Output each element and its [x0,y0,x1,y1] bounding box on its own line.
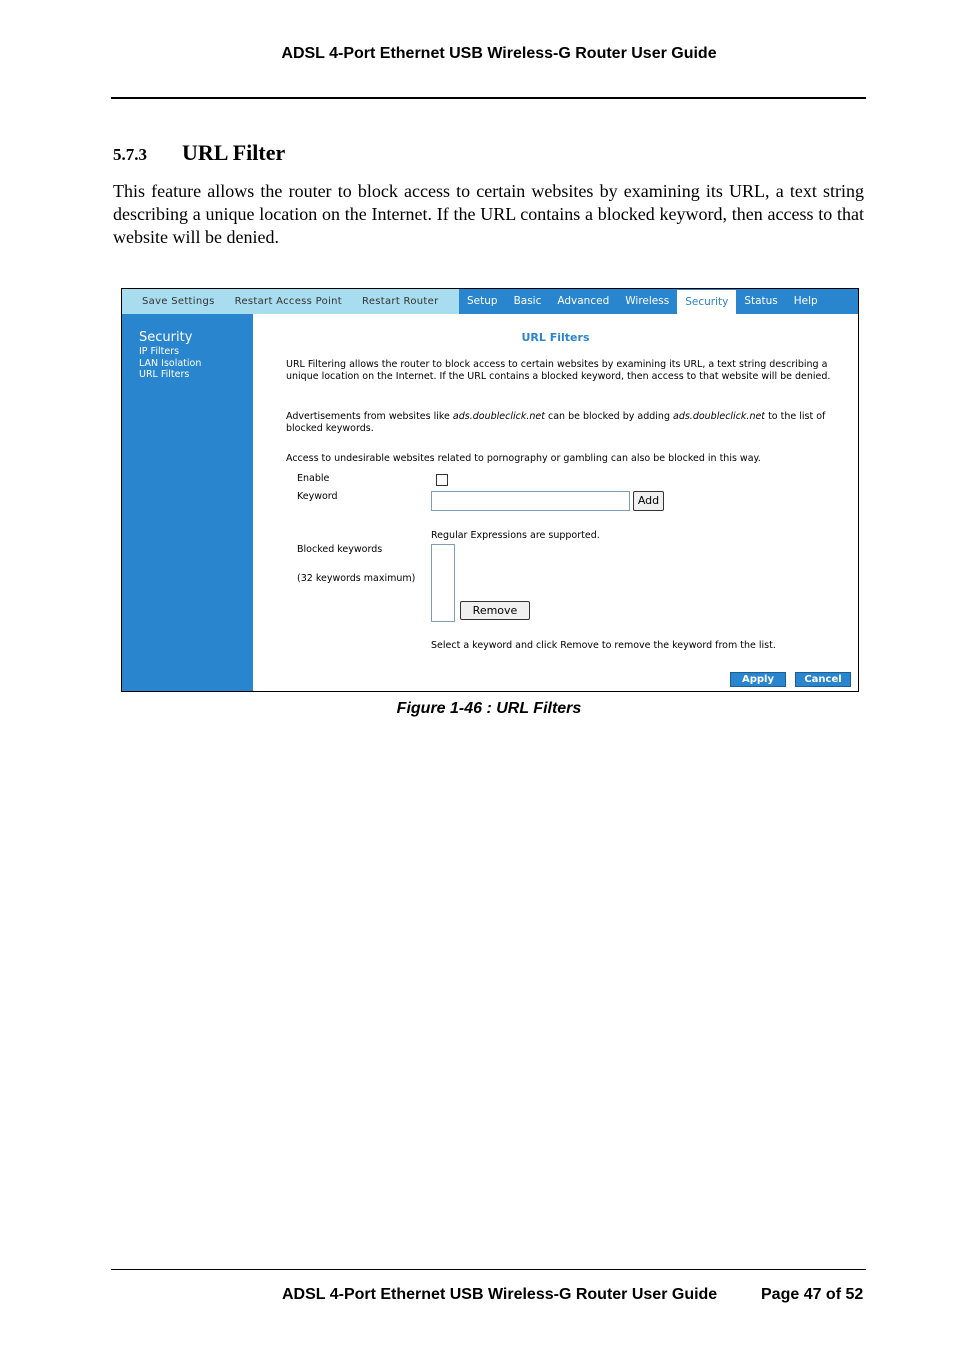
intro-paragraph: This feature allows the router to block access to certain websites by examining its URL, a text string describing a unique location on the Internet. If the URL contains a blocked keyword, then access to that website will be denied. [113,181,864,247]
keyword-input[interactable] [431,491,630,511]
description-paragraph: URL Filtering allows the router to block access to certain websites by examining its URL, a text string describing a unique location on the Internet. If the URL contains a blocked keyword, then access to that website will be denied. [286,359,831,382]
ads-site-2: ads.doubleclick.net [673,411,766,422]
enable-label: Enable [297,473,330,484]
footer-rule [111,1269,866,1270]
tab-basic[interactable]: Basic [513,295,542,307]
access-paragraph: Access to undesirable websites related to pornography or gambling can also be blocked in this way. [286,453,761,464]
footer-title: ADSL 4-Port Ethernet USB Wireless-G Router User Guide [282,1286,718,1303]
tab-wireless[interactable]: Wireless [625,295,670,307]
content-panel [253,314,858,691]
utility-bar [122,289,459,314]
main-nav [459,289,858,314]
header-rule [111,97,866,99]
blocked-keywords-label: Blocked keywords [297,544,383,555]
page-number: Page 47 of 52 [761,1286,864,1303]
figure-caption: Figure 1-46 : URL Filters [396,700,582,717]
ads-site-1: ads.doubleclick.net [452,411,545,422]
restart-router-link[interactable]: Restart Router [362,296,439,307]
sidebar-item-lan-isolation[interactable]: LAN Isolation [139,358,202,369]
section-title: URL Filter [182,140,286,165]
running-header: ADSL 4-Port Ethernet USB Wireless-G Router User Guide [281,45,717,62]
sidebar-title: Security [139,330,193,345]
section-heading [113,140,285,166]
remove-hint: Select a keyword and click Remove to remove the keyword from the list. [431,640,776,651]
restart-access-point-link[interactable]: Restart Access Point [234,296,343,307]
ads-text-b: can be blocked by adding [544,411,673,422]
ads-text-c: to the list of blocked keywords. [286,411,826,434]
router-screenshot [121,288,859,692]
tab-security[interactable]: Security [677,289,736,315]
cancel-button[interactable]: Cancel [795,672,851,687]
keyword-label: Keyword [297,491,338,502]
tab-setup[interactable]: Setup [467,295,498,307]
regex-note: Regular Expressions are supported. [431,530,600,541]
add-button[interactable]: Add [633,491,664,511]
tab-help[interactable]: Help [793,295,818,307]
blocked-keywords-list[interactable] [431,544,455,622]
section-number: 5.7.3 [113,145,147,164]
sidebar-item-url-filters[interactable]: URL Filters [139,369,190,380]
apply-button[interactable]: Apply [730,672,786,687]
router-top-bar [122,289,858,314]
sidebar [122,314,253,691]
save-settings-link[interactable]: Save Settings [142,296,215,307]
enable-checkbox[interactable] [436,474,448,486]
ads-paragraph [286,411,836,434]
sidebar-item-ip-filters[interactable]: IP Filters [139,346,180,357]
page-title: URL Filters [521,331,590,344]
max-keywords-label: (32 keywords maximum) [297,573,416,584]
remove-button[interactable]: Remove [460,601,530,620]
tab-advanced[interactable]: Advanced [557,295,610,307]
ads-text-a: Advertisements from websites like [286,411,453,422]
tab-status[interactable]: Status [744,295,778,307]
